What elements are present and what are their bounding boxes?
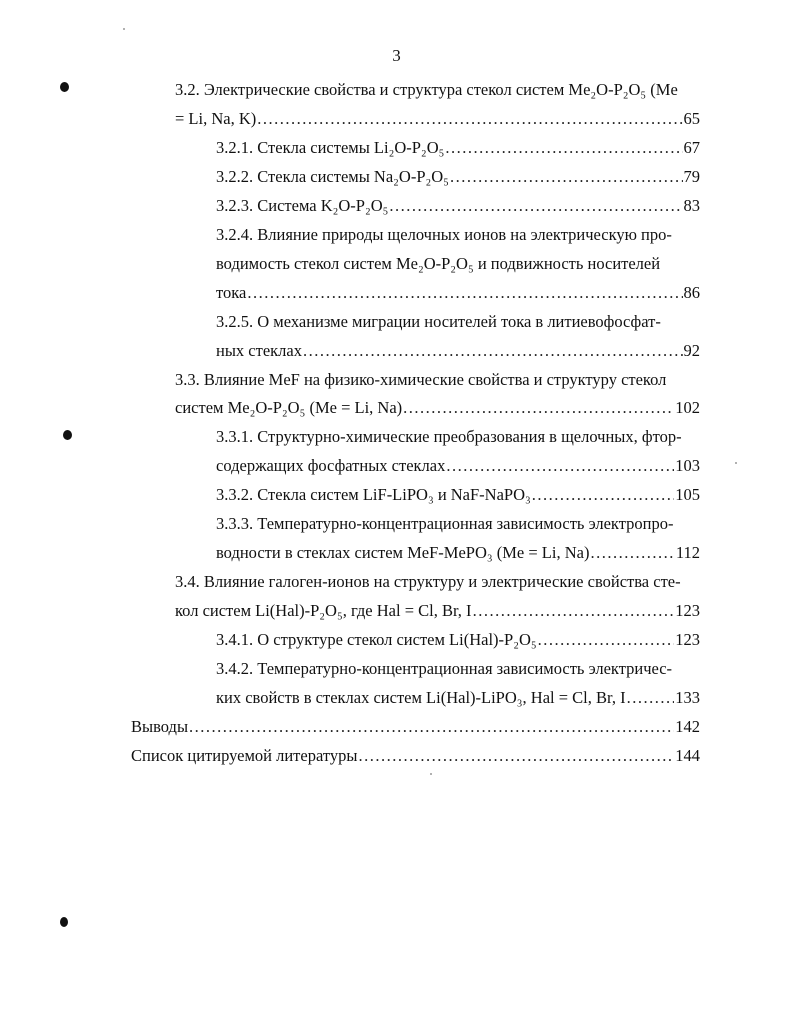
toc-entry[interactable] [131, 716, 700, 738]
toc-line: 3.2. Электрические свойства и структура стекол систем Me₂O-P₂O₅ (Me [175, 80, 678, 99]
toc-entry-page: 142 [675, 717, 700, 736]
toc-entry[interactable] [216, 455, 700, 477]
toc-line: 3.3. Влияние MeF на физико-химические свойства и структуру стекол [175, 370, 667, 389]
toc-entry-page: 112 [675, 543, 700, 562]
toc-entry-page: 65 [683, 109, 700, 128]
toc-entry[interactable] [216, 687, 700, 709]
toc-entry[interactable] [216, 629, 700, 651]
toc-entry-title: 3.2.3. Система K₂O-P₂O₅ [216, 196, 389, 215]
toc-entry-page: 86 [683, 283, 700, 302]
toc-entry-page: 79 [683, 167, 700, 186]
dot-leader [450, 166, 683, 188]
toc-entry[interactable] [175, 600, 700, 622]
toc-entry-title: 3.3.2. Стекла систем LiF-LiPO₃ и NaF-NaPO₃ [216, 485, 531, 504]
toc-entry-title: водности в стеклах систем MeF-MePO₃ (Me = Li, Na) [216, 543, 590, 562]
toc-entry[interactable] [216, 542, 700, 564]
dot-leader [303, 340, 683, 362]
dot-leader [532, 484, 674, 506]
toc-entry-title: 3.2.2. Стекла системы Na₂O-P₂O₅ [216, 167, 449, 186]
toc-entry[interactable] [216, 137, 700, 159]
toc-entry[interactable] [216, 282, 700, 304]
toc-entry-page: 102 [675, 398, 700, 417]
toc-entry-page: 133 [675, 688, 700, 707]
toc-entry-title: кол систем Li(Hal)-P₂O₅, где Hal = Cl, Br, I [175, 601, 472, 620]
toc-entry[interactable] [216, 340, 700, 362]
dot-leader [473, 600, 675, 622]
toc-line: водимость стекол систем Me₂O-P₂O₅ и подвижность носителей [216, 254, 661, 273]
toc-entry-title: содержащих фосфатных стеклах [216, 456, 446, 475]
dot-leader [247, 282, 682, 304]
dot-leader [445, 137, 682, 159]
dot-leader [358, 745, 674, 767]
dot-leader [389, 195, 682, 217]
dot-leader [627, 687, 675, 709]
toc-entry-title: ких свойств в стеклах систем Li(Hal)-LiPO₃, Hal = Cl, Br, I [216, 688, 626, 707]
toc-entry-title: ных стеклах [216, 341, 302, 360]
toc-line: 3.2.4. Влияние природы щелочных ионов на электрическую про- [216, 225, 672, 244]
dot-leader [538, 629, 675, 651]
toc-entry-title: тока [216, 283, 247, 302]
dot-leader [446, 455, 674, 477]
toc-entry-page: 83 [683, 196, 700, 215]
toc-line: 3.2.5. О механизме миграции носителей тока в литиевофосфат- [216, 312, 661, 331]
toc-line: 3.4. Влияние галоген-ионов на структуру и электрические свойства сте- [175, 572, 681, 591]
toc-entry[interactable] [216, 166, 700, 188]
dot-leader [403, 397, 674, 419]
page-number: 3 [392, 46, 401, 65]
toc-entry[interactable] [175, 397, 700, 419]
dot-leader [189, 716, 674, 738]
dot-leader [590, 542, 674, 564]
toc-entry[interactable] [175, 108, 700, 130]
toc-entry-page: 105 [675, 485, 700, 504]
toc-entry-page: 123 [675, 630, 700, 649]
toc-entry[interactable] [216, 195, 700, 217]
toc-entry-page: 144 [675, 746, 700, 765]
toc-entry[interactable] [216, 484, 700, 506]
toc-entry-title: систем Me₂O-P₂O₅ (Me = Li, Na) [175, 398, 403, 417]
toc-entry-page: 103 [675, 456, 700, 475]
toc-entry-page: 67 [683, 138, 700, 157]
toc-line: 3.4.2. Температурно-концентрационная зависимость электричес- [216, 659, 673, 678]
toc-entry-title: = Li, Na, K) [175, 109, 257, 128]
toc-entry[interactable] [131, 745, 700, 767]
toc-entry-page: 123 [675, 601, 700, 620]
toc-entry-title: 3.2.1. Стекла системы Li₂O-P₂O₅ [216, 138, 445, 157]
toc-entry-title: 3.4.1. О структуре стекол систем Li(Hal)-P₂O₅ [216, 630, 537, 649]
toc-line: 3.3.3. Температурно-концентрационная зависимость электропро- [216, 514, 674, 533]
toc-line: 3.3.1. Структурно-химические преобразования в щелочных, фтор- [216, 427, 682, 446]
toc-entry-page: 92 [683, 341, 700, 360]
dot-leader [257, 108, 682, 130]
toc-entry-title: Список цитируемой литературы [131, 746, 358, 765]
toc-entry-title: Выводы [131, 717, 189, 736]
